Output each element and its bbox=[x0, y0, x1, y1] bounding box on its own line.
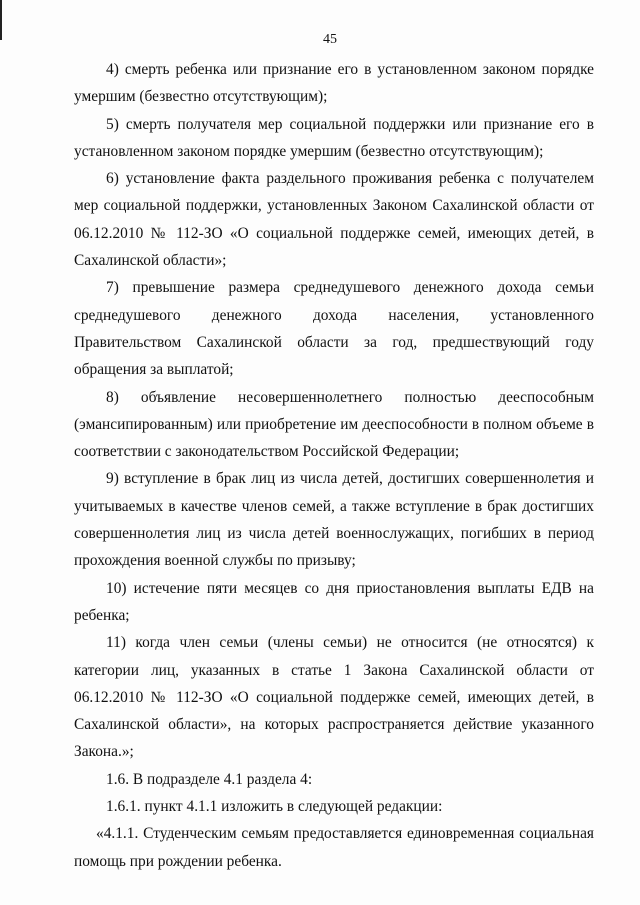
document-body bbox=[74, 56, 594, 875]
paragraph-item-5: 5) смерть получателя мер социальной поддержки или признание его в установленном законом порядке умершим (безвестно отсутствующим); bbox=[74, 115, 594, 160]
paragraph-item-4: 4) смерть ребенка или признание его в установленном законом порядке умершим (безвестно отсутствующим); bbox=[74, 61, 594, 106]
page-number: 45 bbox=[323, 32, 337, 47]
paragraph-item-9: 9) вступление в брак лиц из числа детей, достигших совершеннолетия и учитываемых в качестве членов семей, а также вступление в брак достигших совершеннолетия лиц из числа детей военнослужащих, погибших в период прохождения военной службы по призыву; bbox=[74, 470, 594, 570]
paragraph-section-1-6-1: 1.6.1. пункт 4.1.1 изложить в следующей редакции: bbox=[106, 798, 443, 816]
paragraph-item-6: 6) установление факта раздельного проживания ребенка с получателем мер социальной поддержки, установленных Законом Сахалинской области от 06.12.2010 № 112-ЗО «О социальной поддержке семей, имеющих детей, в Сахалинской области»; bbox=[74, 170, 594, 270]
paragraph-item-8: 8) объявление несовершеннолетнего полностью дееспособным (эмансипированным) или приобретение им дееспособности в полном объеме в соответствии с законодательством Российской Федерации; bbox=[74, 388, 594, 461]
paragraph-quote-4-1-1: «4.1.1. Студенческим семьям предоставляется единовременная социальная помощь при рождении ребенка. bbox=[74, 825, 594, 870]
paragraph-section-1-6: 1.6. В подразделе 4.1 раздела 4: bbox=[106, 770, 313, 788]
paragraph-item-10: 10) истечение пяти месяцев со дня приостановления выплаты ЕДВ на ребенка; bbox=[74, 579, 594, 624]
paragraph-item-7: 7) превышение размера среднедушевого денежного дохода семьи среднедушевого денежного дохода населения, установленного Правительством Сахалинской области за год, предшествующий году обращения за выплатой; bbox=[74, 279, 594, 379]
paragraph-item-11: 11) когда член семьи (члены семьи) не относится (не относятся) к категории лиц, указанных в статье 1 Закона Сахалинской области от 06.12.2010 № 112-ЗО «О социальной поддержке семей, имеющих детей, в Сахалинской области», на которых распространяется действие указанного Закона.»; bbox=[74, 634, 594, 761]
